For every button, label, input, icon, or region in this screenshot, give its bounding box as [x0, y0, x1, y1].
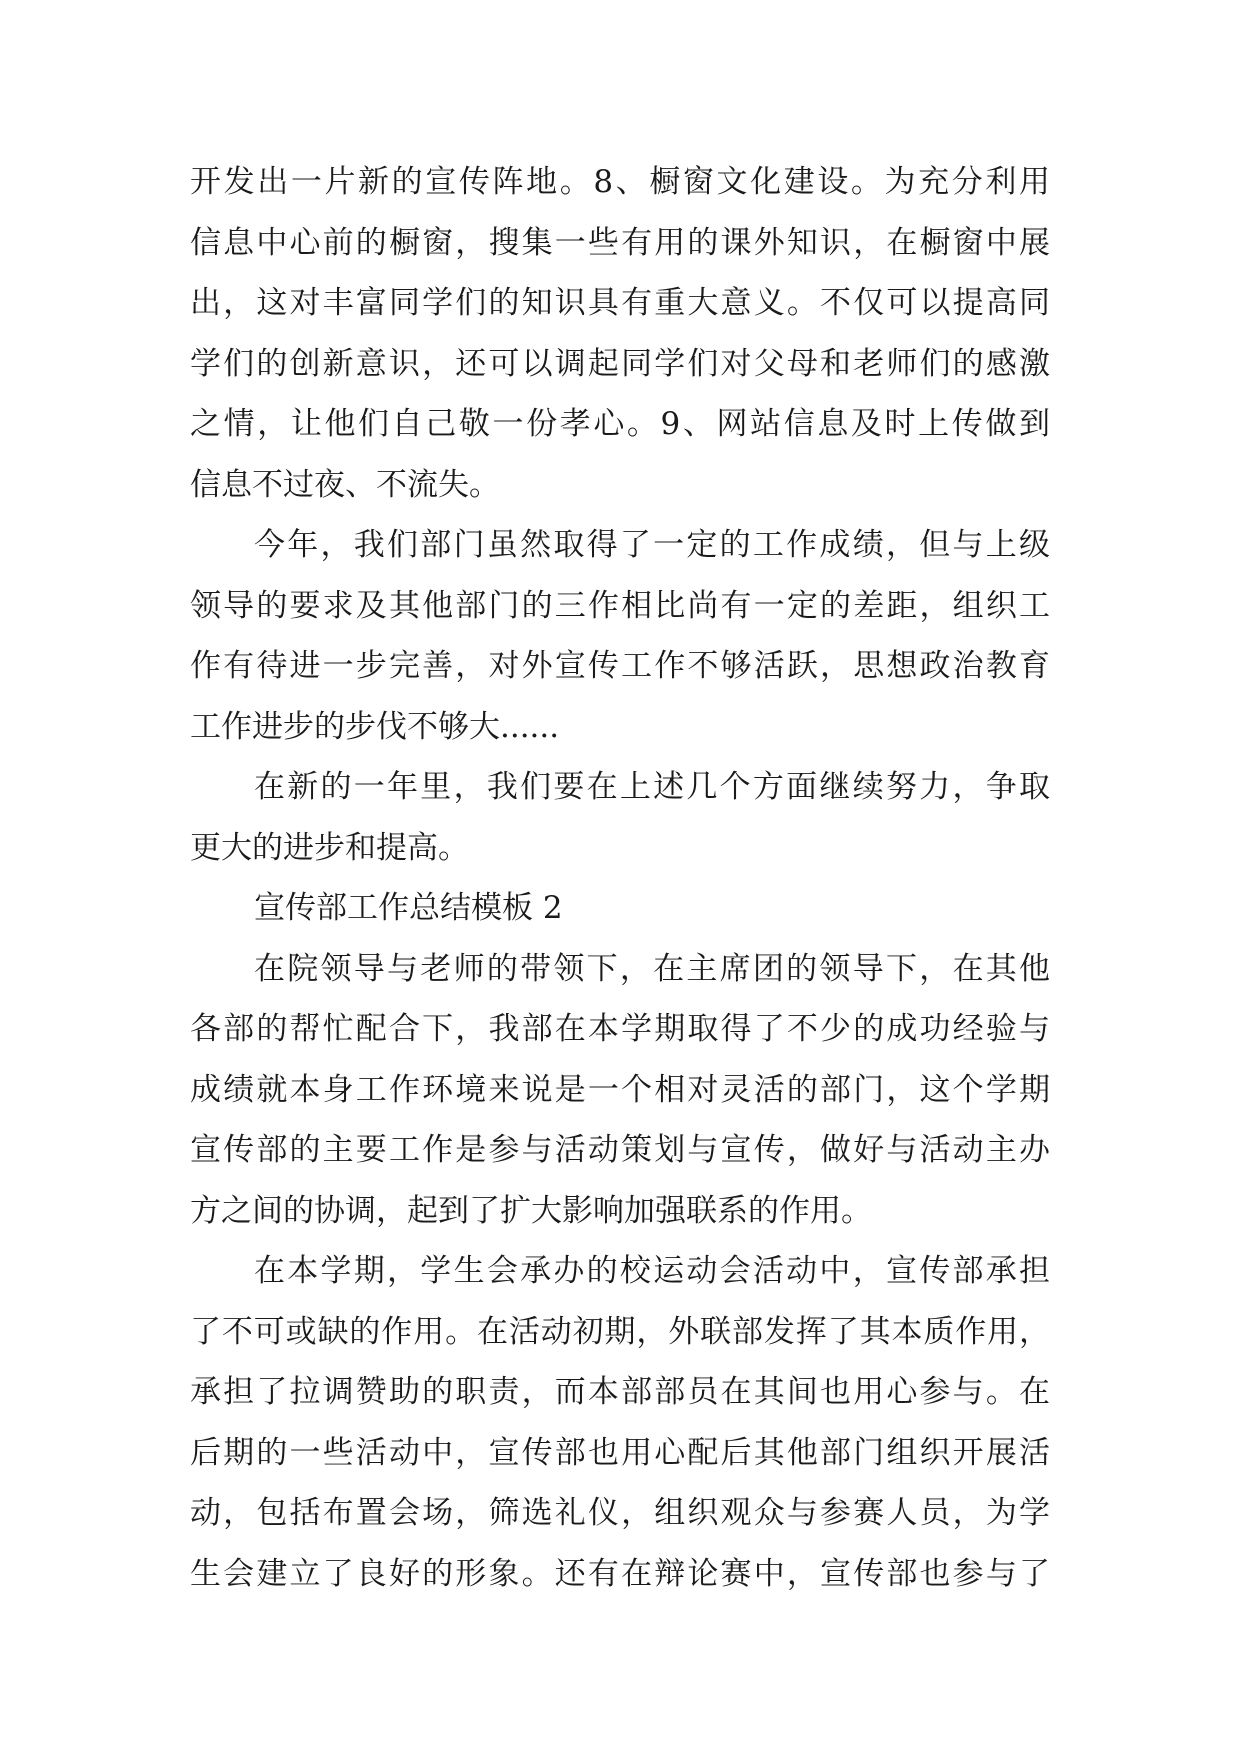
paragraph [190, 757, 1050, 878]
text-line: 开发出一片新的宣传阵地。8、橱窗文化建设。为充分利用 [190, 164, 1050, 200]
section-heading [190, 878, 1050, 939]
paragraph [190, 939, 1050, 1242]
text-line: 宣传部的主要工作是参与活动策划与宣传，做好与活动主办 [190, 1132, 1050, 1168]
text-line: 今年，我们部门虽然取得了一定的工作成绩，但与上级 [254, 527, 1050, 563]
text-line: 信息中心前的橱窗，搜集一些有用的课外知识，在橱窗中展 [190, 224, 1050, 261]
text-line: 动，包括布置会场，筛选礼仪，组织观众与参赛人员，为学 [190, 1495, 1050, 1531]
text-line: 工作进步的步伐不够大...... [190, 708, 560, 745]
text-line: 后期的一些活动中，宣传部也用心配后其他部门组织开展活 [190, 1434, 1050, 1471]
text-line: 各部的帮忙配合下，我部在本学期取得了不少的成功经验与 [190, 1011, 1050, 1047]
text-line: 承担了拉调赞助的职责，而本部部员在其间也用心参与。在 [190, 1374, 1050, 1410]
text-line: 在本学期，学生会承办的校运动会活动中，宣传部承担 [254, 1253, 1050, 1289]
paragraph [190, 515, 1050, 757]
text-line: 信息不过夜、不流失。 [190, 466, 500, 503]
text-line: 学们的创新意识，还可以调起同学们对父母和老师们的感激 [190, 345, 1050, 382]
paragraph [190, 152, 1050, 515]
text-line: 作有待进一步完善，对外宣传工作不够活跃，思想政治教育 [190, 648, 1050, 684]
text-line: 成绩就本身工作环境来说是一个相对灵活的部门，这个学期 [190, 1071, 1050, 1108]
text-line: 领导的要求及其他部门的三作相比尚有一定的差距，组织工 [190, 587, 1050, 624]
text-line: 出，这对丰富同学们的知识具有重大意义。不仅可以提高同 [190, 285, 1050, 321]
text-line: 方之间的协调，起到了扩大影响加强联系的作用。 [190, 1192, 872, 1229]
text-line: 更大的进步和提高。 [190, 829, 469, 866]
paragraph [190, 1241, 1050, 1604]
text-line: 在院领导与老师的带领下，在主席团的领导下，在其他 [254, 950, 1050, 987]
text-line: 在新的一年里，我们要在上述几个方面继续努力，争取 [254, 769, 1050, 805]
text-line: 之情，让他们自己敬一份孝心。9、网站信息及时上传做到 [190, 406, 1050, 442]
heading-text: 宣传部工作总结模板 2 [254, 890, 563, 926]
document-body [190, 152, 1050, 1604]
text-line: 了不可或缺的作用。在活动初期，外联部发挥了其本质作用， [190, 1313, 1050, 1350]
text-line: 生会建立了良好的形象。还有在辩论赛中，宣传部也参与了 [190, 1555, 1050, 1592]
